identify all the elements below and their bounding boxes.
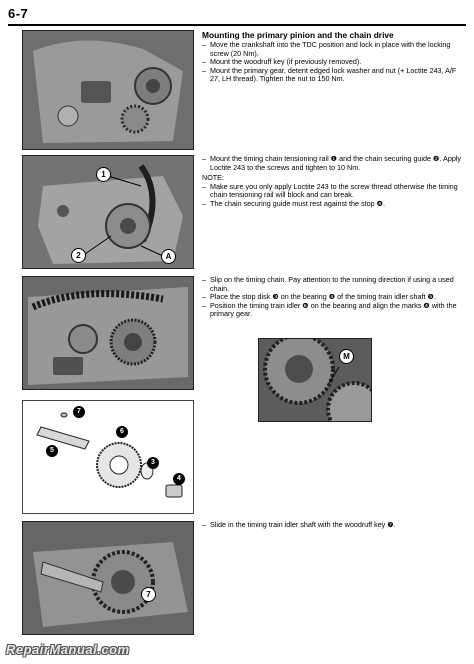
photo-tensioning-rail [22,155,194,269]
callout-4: 4 [173,473,185,485]
photo-timing-chain [22,276,194,390]
gear-mark-illustration [259,339,371,421]
page-number: 6-7 [8,6,29,21]
callout-7: 7 [73,406,85,418]
note-stop: – The chain securing guide must rest against the stop ❹. [202,200,466,209]
step-stop-disk: – Place the stop disk ❸ on the bearing ❹ of the timing train idler shaft ❺. [202,293,466,302]
section-primary-pinion [202,30,466,84]
step-slip-chain: – Slip on the timing chain. Pay attention to the running direction if using a used chain. [202,276,466,293]
callout-a: A [161,249,176,264]
callout-1: 1 [96,167,111,182]
exploded-parts-drawing [23,401,193,513]
idler-shaft-illustration [23,522,193,634]
section-timing-chain [202,276,466,319]
note-loctite: – Make sure you only apply Loctite 243 to the screw thread otherwise the timing chain tensioning rail will block and can break. [202,183,466,200]
header-rule [8,24,466,26]
callout-5: 5 [46,445,58,457]
section-tensioning-rail [202,155,466,209]
step-primary-gear: – Mount the primary gear, detent edged lock washer and nut (+ Loctite 243, A/F 27, LH thread). Tighten the nut to 150 Nm. [202,67,466,84]
step-tdc: – Move the crankshaft into the TDC position and lock in place with the locking screw (20 Nm). [202,41,466,58]
callout-6: 6 [116,426,128,438]
engine-case-illustration [23,31,193,149]
step-woodruff: – Mount the woodruff key (if previously removed). [202,58,466,67]
step-rail-guide: – Mount the timing chain tensioning rail ❶ and the chain securing guide ❷. Apply Loctite 243 to the screws and tighten to 10 Nm. [202,155,466,172]
photo-alignment-detail [258,338,372,422]
callout-7-photo: 7 [141,587,156,602]
note-label: NOTE: [202,173,224,183]
section-title: Mounting the primary pinion and the chain drive [202,30,394,40]
step-slide-shaft: – Slide in the timing train idler shaft with the woodruff key ❼. [202,521,466,530]
section-idler-shaft [202,521,466,530]
callout-m: M [339,349,354,364]
photo-idler-shaft [22,521,194,635]
drawing-idler-parts [22,400,194,514]
callout-2: 2 [71,248,86,263]
timing-chain-illustration [23,277,193,389]
watermark: RepairManual.com [6,642,130,657]
photo-primary-gear [22,30,194,150]
step-idler: – Position the timing train idler ❻ on the bearing and align the marks ❹ with the primary gear. [202,302,466,319]
callout-3: 3 [147,457,159,469]
